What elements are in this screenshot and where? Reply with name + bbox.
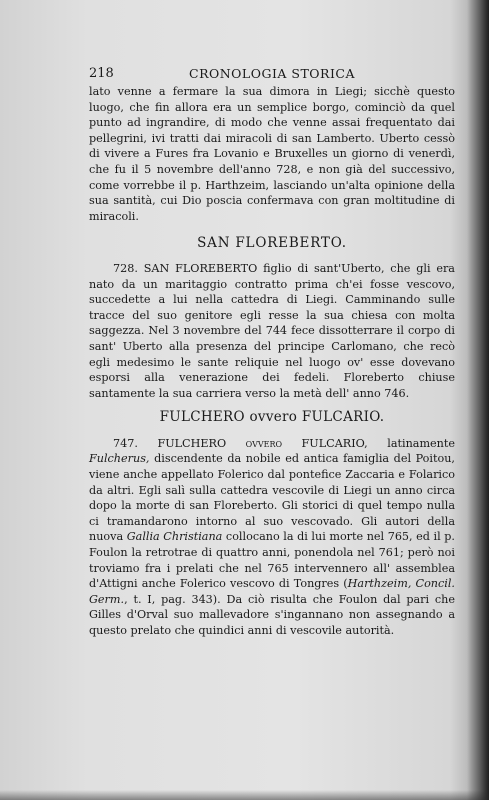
citation: Harthzeim, Concil. Germ. [89, 577, 455, 606]
section-heading-fulchero: FULCHERO ovvero FULCARIO. [159, 409, 385, 426]
latin-name: Fulcherus, [89, 452, 150, 466]
entry-text: figlio di sant'Uberto, che gli era nato da un maritaggio contratto prima ch'ei fosse vescovo, succedette a lui nella cattedra di Liegi. Camminando sulle tracce del suo genitore egli resse la sua chiesa con molta saggezza. Nel 3 novembre del 744 fece dissotterrare il corpo di sant' Uberto alla presenza del principe Carlomano, che recò egli medesimo le sante reliquie nel luogo ov' esse dovevano esporsi alla venerazione dei fedeli. Floreberto chiuse santamente la sua carriera verso la metà dell' anno 746. [89, 261, 455, 400]
running-title: CRONOLOGIA STORICA [189, 66, 355, 81]
book-title: Gallia Christiana [126, 530, 223, 544]
entry-number: 728. [113, 261, 138, 275]
entry-text: , t. I, pag. 343). Da ciò risulta che Foulon dal pari che Gilles d'Orval suo mallevadore s'ingannano non assegnando a questo prelato che quindici anni di vescovile autorità. [89, 592, 455, 637]
running-head [89, 66, 455, 84]
entry-name: FULCHERO ovvero FULCARIO, [157, 436, 368, 450]
paragraph-floreberto [89, 261, 455, 401]
page-bottom-shadow [0, 790, 489, 800]
intro-paragraph: lato venne a fermare la sua dimora in Liegi; sicchè questo luogo, che fin allora era un semplice borgo, cominciò da quel punto ad ingrandire, di modo che venne assai frequentato dai pellegrini, ivi tratti dai miracoli di san Lamberto. Uberto cessò di vivere a Fures fra Lovanio e Bruxelles un giorno di venerdì, che fu il 5 novembre dell'anno 728, e non già del successivo, come vorrebbe il p. Harthzeim, lasciando un'alta opinione della sua santità, cui Dio poscia confermava con gran moltitudine di miracoli. [89, 85, 455, 223]
page-edge-shadow [467, 0, 489, 800]
page-number: 218 [89, 66, 114, 81]
paragraph-fulchero [89, 436, 455, 639]
entry-number: 747. [113, 436, 138, 450]
entry-text: discendente da nobile ed antica famiglia del Poitou, viene anche appellato Folerico dal pontefice Zaccaria e Folarico da altri. Egli salì sulla cattedra vescovile di Liegi un anno circa dopo la morte di san Floreberto. Gli storici di quel tempo nulla ci tramandarono intorno al suo vescovado. Gli autori della nuova [89, 452, 455, 544]
page-text-block [89, 66, 455, 639]
entry-text: collocano la di lui morte nel 765, ed il p. Foulon la retrotrae di quattro anni, ponendola nel 761; però noi troviamo fra i prelati che nel 765 intervennero all' assemblea d'Attigni anche Folerico vescovo di Tongres ( [89, 530, 455, 591]
entry-name: SAN FLOREBERTO [143, 261, 258, 275]
entry-text: latinamente [367, 436, 455, 450]
section-heading-floreberto: SAN FLOREBERTO. [197, 235, 347, 252]
